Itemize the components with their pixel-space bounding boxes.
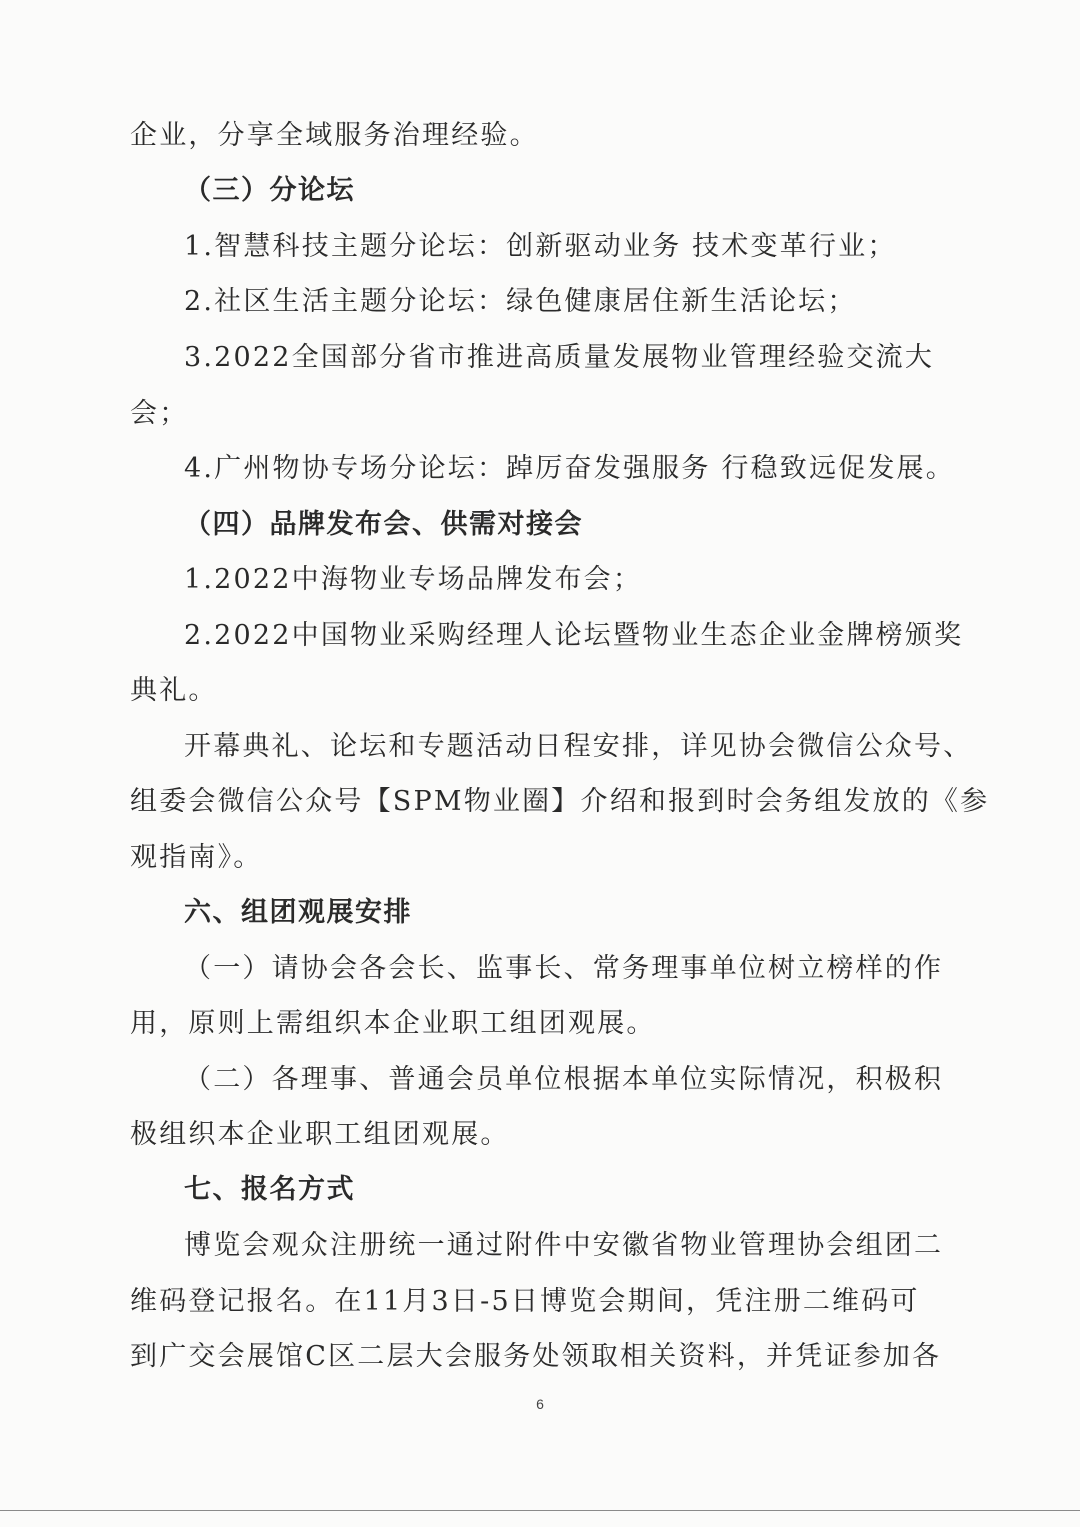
section-heading: （四）品牌发布会、供需对接会 (184, 509, 583, 540)
bottom-divider (0, 1510, 1080, 1511)
paragraph-line: 企业，分享全域服务治理经验。 (130, 120, 539, 151)
list-item: 4.广州物协专场分论坛：踔厉奋发强服务 行稳致远促发展。 (184, 453, 955, 484)
section-heading: 六、组团观展安排 (184, 897, 412, 928)
paragraph-line: 极组织本企业职工组团观展。 (130, 1119, 510, 1150)
paragraph-line: （二）各理事、普通会员单位根据本单位实际情况，积极积 (184, 1064, 944, 1095)
section-heading: （三）分论坛 (184, 175, 355, 206)
paragraph-line: 组委会微信公众号【SPM物业圈】介绍和报到时会务组发放的《参 (130, 786, 990, 817)
paragraph-line: 用，原则上需组织本企业职工组团观展。 (130, 1008, 656, 1039)
section-heading: 七、报名方式 (184, 1174, 355, 1205)
list-item: 1.2022中海物业专场品牌发布会； (184, 564, 643, 595)
paragraph-line: 博览会观众注册统一通过附件中安徽省物业管理协会组团二 (184, 1230, 944, 1261)
list-item: 2.2022中国物业采购经理人论坛暨物业生态企业金牌榜颁奖 (184, 620, 964, 651)
paragraph-line: 到广交会展馆C区二层大会服务处领取相关资料，并凭证参加各 (130, 1341, 942, 1372)
paragraph-line: 会； (130, 398, 189, 429)
list-item: 3.2022全国部分省市推进高质量发展物业管理经验交流大 (184, 342, 935, 373)
page-number: 6 (536, 1396, 544, 1412)
paragraph-line: 开幕典礼、论坛和专题活动日程安排，详见协会微信公众号、 (184, 731, 973, 762)
list-item: 1.智慧科技主题分论坛：创新驱动业务 技术变革行业； (184, 231, 897, 262)
paragraph-line: 维码登记报名。在11月3日-5日博览会期间，凭注册二维码可 (130, 1286, 920, 1317)
paragraph-line: 典礼。 (130, 675, 218, 706)
paragraph-line: 观指南》。 (130, 842, 263, 873)
list-item: 2.社区生活主题分论坛：绿色健康居住新生活论坛； (184, 286, 857, 317)
paragraph-line: （一）请协会各会长、监事长、常务理事单位树立榜样的作 (184, 953, 944, 984)
